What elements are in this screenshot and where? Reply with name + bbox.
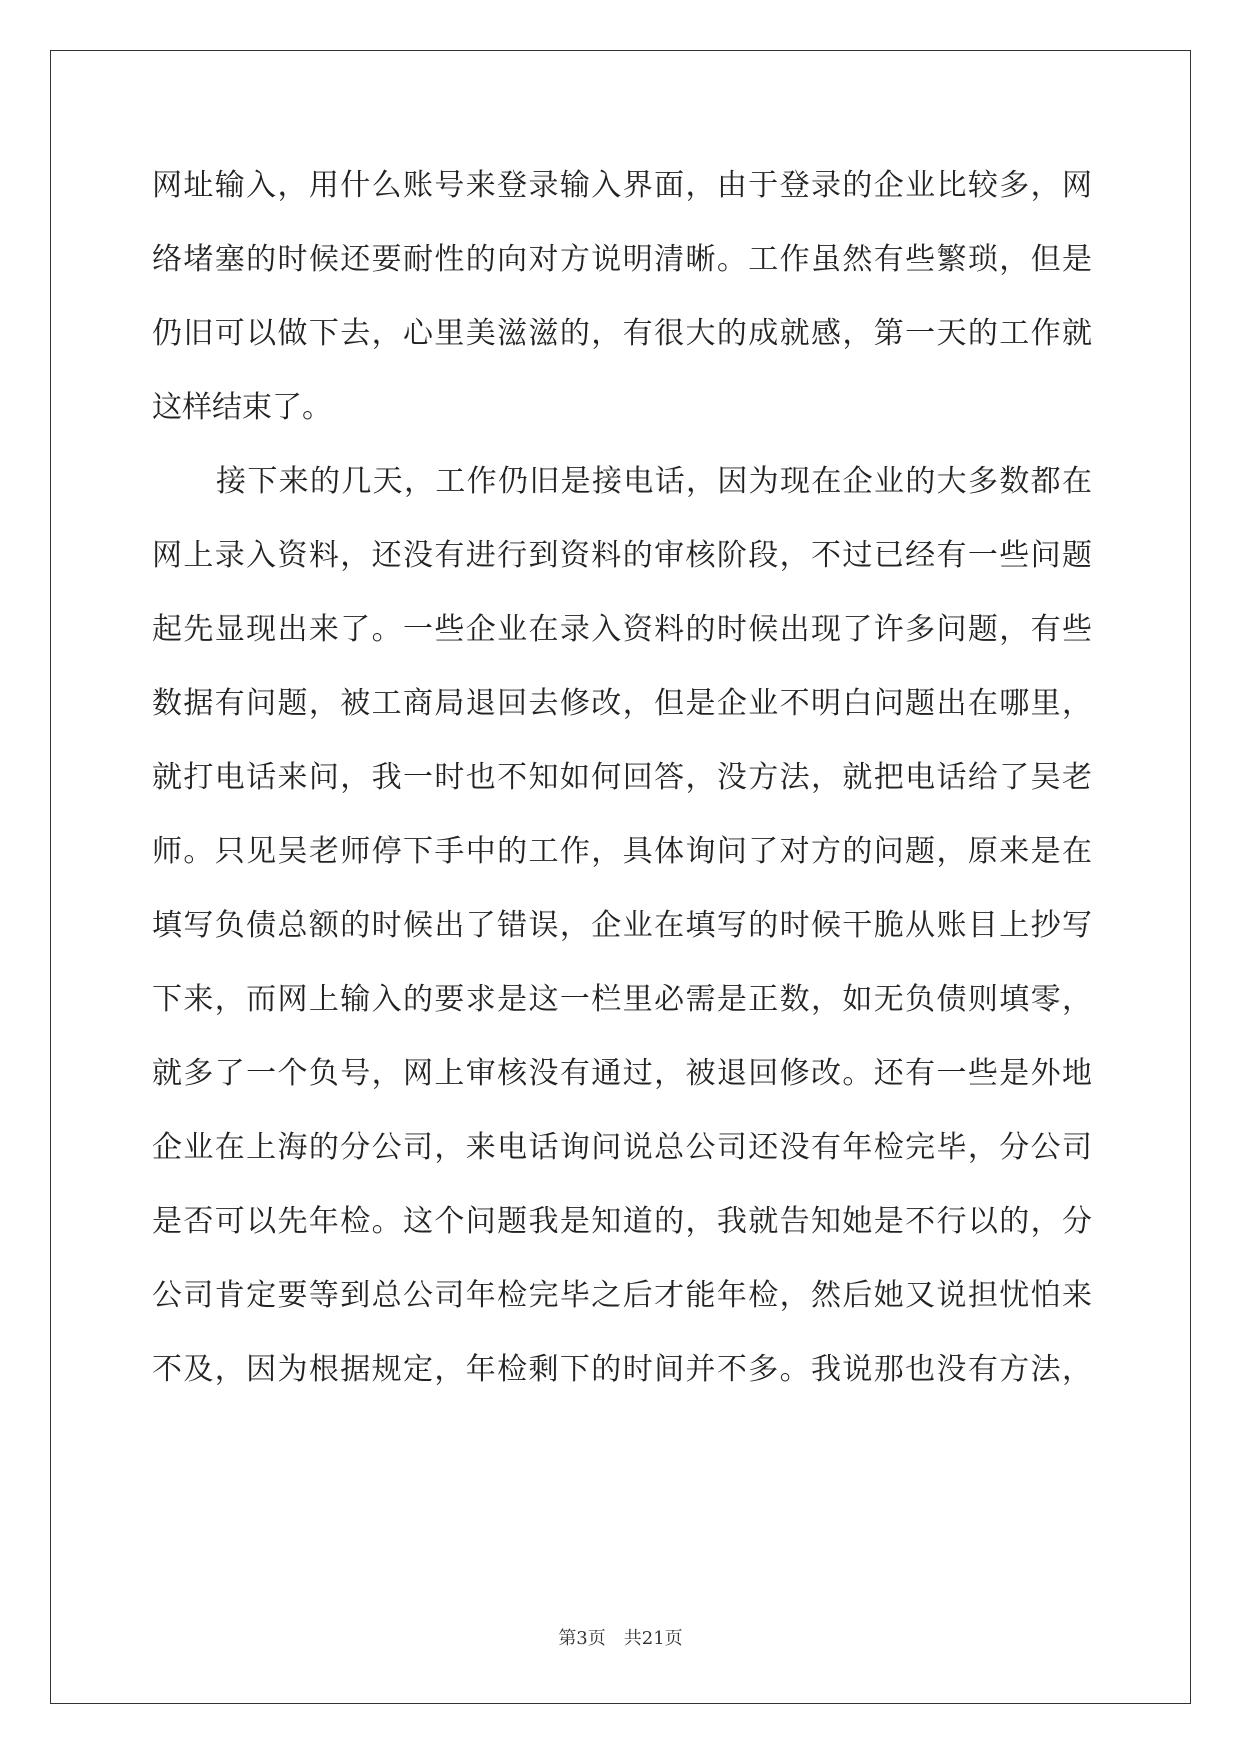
page-footer [0, 1627, 1241, 1651]
text-line: 数据有问题，被工商局退回去修改，但是企业不明白问题出在哪里， [152, 686, 1092, 721]
text-line: 企业在上海的分公司，来电话询问说总公司还没有年检完毕，分公司 [152, 1130, 1092, 1165]
text-line: 起先显现出来了。一些企业在录入资料的时候出现了许多问题，有些 [152, 612, 1092, 647]
text-line: 这样结束了。 [152, 390, 332, 425]
text-line: 不及，因为根据规定，年检剩下的时间并不多。我说那也没有方法， [152, 1352, 1092, 1387]
text-line: 填写负债总额的时候出了错误，企业在填写的时候干脆从账目上抄写 [152, 908, 1092, 943]
text-line: 网址输入，用什么账号来登录输入界面，由于登录的企业比较多，网 [152, 168, 1092, 203]
page-number: 第3页 [558, 1628, 606, 1649]
paragraph-first-line: 接下来的几天，工作仍旧是接电话，因为现在企业的大多数都在 [216, 464, 1092, 499]
text-line: 网上录入资料，还没有进行到资料的审核阶段，不过已经有一些问题 [152, 538, 1092, 573]
text-line: 就多了一个负号，网上审核没有通过，被退回修改。还有一些是外地 [152, 1056, 1092, 1091]
text-line: 仍旧可以做下去，心里美滋滋的，有很大的成就感，第一天的工作就 [152, 316, 1092, 351]
text-line: 就打电话来问，我一时也不知如何回答，没方法，就把电话给了吴老 [152, 760, 1092, 795]
text-line: 是否可以先年检。这个问题我是知道的，我就告知她是不行以的，分 [152, 1204, 1092, 1239]
text-line: 公司肯定要等到总公司年检完毕之后才能年检，然后她又说担忧怕来 [152, 1278, 1092, 1313]
text-line: 络堵塞的时候还要耐性的向对方说明清晰。工作虽然有些繁琐，但是 [152, 242, 1092, 277]
text-line: 师。只见吴老师停下手中的工作，具体询问了对方的问题，原来是在 [152, 834, 1092, 869]
text-line: 下来，而网上输入的要求是这一栏里必需是正数，如无负债则填零， [152, 982, 1092, 1017]
page-total: 共21页 [623, 1628, 683, 1649]
page-border [50, 50, 1191, 1704]
